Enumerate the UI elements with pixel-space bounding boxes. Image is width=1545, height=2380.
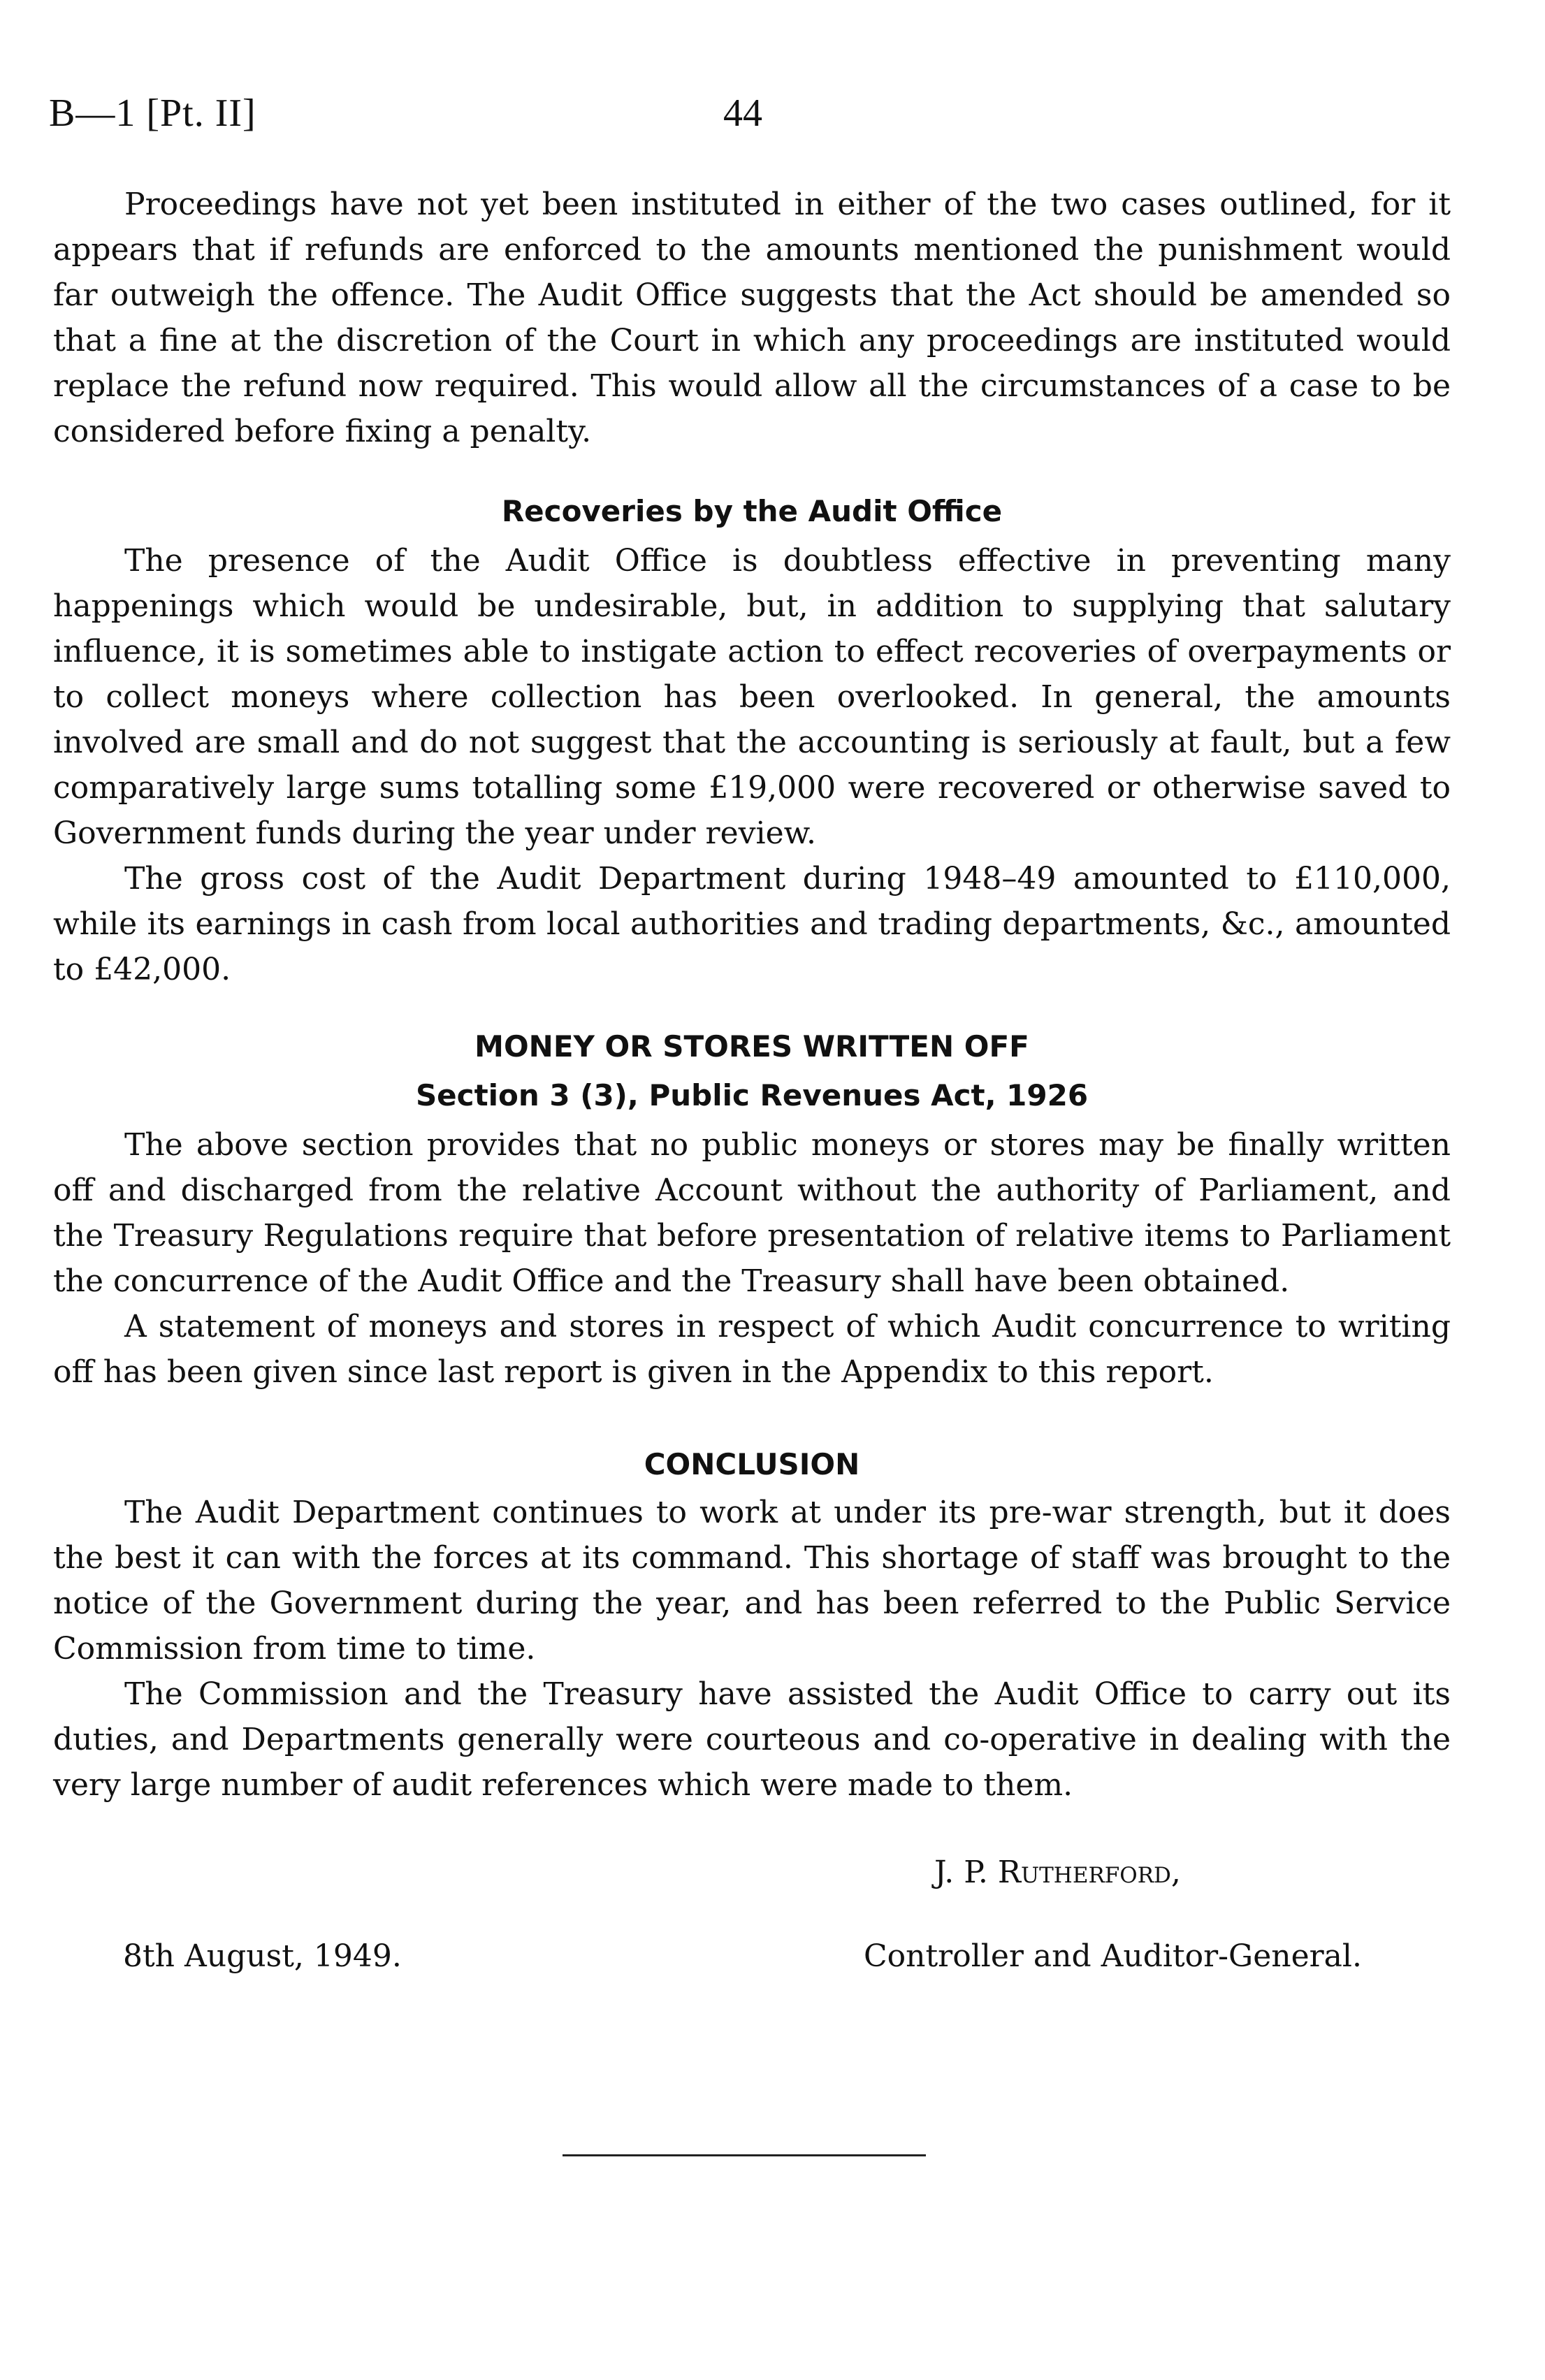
heading-recoveries: Recoveries by the Audit Office [501,494,1003,528]
page-reference: B—1 [Pt. II] [49,92,256,135]
recoveries-paragraph-2: The gross cost of the Audit Department during 1948–49 amounted to £110,000, while its earnings in cash from local authorities and trading departments, &c., amounted to £42,000. [53,861,1451,987]
written-off-paragraph-2: A statement of moneys and stores in respect of which Audit concurrence to writing off has been given since last report is given in the Appendix to this report. [53,1309,1451,1390]
signatory-name: J. P. Rutherford, [934,1855,1181,1890]
heading-conclusion: CONCLUSION [644,1447,860,1481]
signature-block [53,1850,1451,2031]
intro-paragraph: Proceedings have not yet been instituted in either of the two cases outlined, for it appears that if refunds are enforced to the amounts mentioned the punishment would far outweigh the offence. The Audit Office suggests that the Act should be amended so that a fine at the discretion of the Court in which any proceedings are instituted would replace the refund now required. This would allow all the circumstances of a case to be considered before fixing a penalty. [53,187,1451,449]
signatory-title: Controller and Auditor-General. [864,1938,1362,1974]
conclusion-paragraph-2: The Commission and the Treasury have assisted the Audit Office to carry out its duties, and Departments generally were courteous and co-operative in dealing with the very large number of audit references which were made to them. [53,1676,1451,1803]
conclusion-paragraph-1: The Audit Department continues to work at under its pre-war strength, but it does the best it can with the forces at its command. This shortage of staff was brought to the notice of the Government during the year, and has been referred to the Public Service Commission from time to time. [53,1495,1451,1667]
heading-written-off: MONEY OR STORES WRITTEN OFF [474,1029,1029,1064]
subheading-written-off-section: Section 3 (3), Public Revenues Act, 1926 [415,1078,1089,1112]
recoveries-paragraph-1: The presence of the Audit Office is doubtless effective in preventing many happenings which would be undesirable, but, in addition to supplying that salutary influence, it is sometimes able to instigate action to effect recoveries of overpayments or to collect moneys where collection has been overlooked. In general, the amounts involved are small and do not suggest that the accounting is seriously at fault, but a few comparatively large sums totalling some £19,000 were recovered or otherwise saved to Government funds during the year under review. [53,543,1451,851]
document-body [53,182,1451,2031]
closing-rule [563,2154,926,2156]
report-date: 8th August, 1949. [123,1938,402,1974]
written-off-paragraph-1: The above section provides that no public moneys or stores may be finally written off and discharged from the relative Account without the authority of Parliament, and the Treasury Regulations require that before presentation of relative items to Parliament the concurrence of the Audit Office and the Treasury shall have been obtained. [53,1127,1451,1299]
page-number: 44 [723,92,762,135]
